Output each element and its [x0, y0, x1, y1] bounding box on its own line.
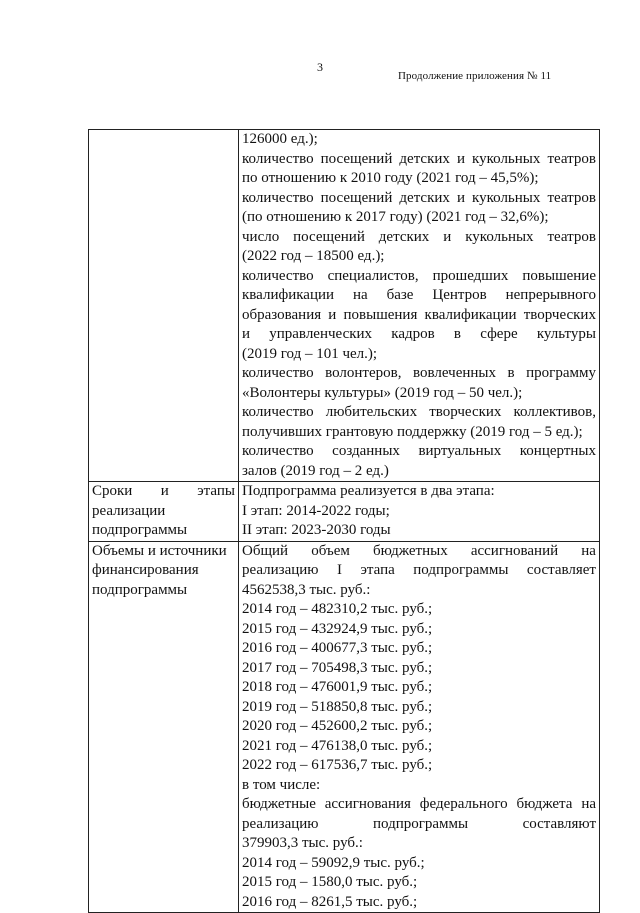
text-line: количество посещений детских и кукольных театров	[242, 189, 596, 206]
text-line: реализации	[92, 502, 166, 519]
text-line: 2019 год – 518850,8 тыс. руб.;	[242, 698, 433, 715]
text-line: подпрограммы	[92, 522, 188, 538]
text-line: количество любительских творческих коллективов,	[242, 404, 596, 420]
page-number: 3	[317, 60, 323, 74]
text-line: и управленческих кадров в сфере культуры	[242, 326, 596, 342]
subprogram-passport-table	[88, 129, 600, 913]
row1-left-cell	[89, 130, 239, 482]
text-line: 2017 год – 705498,3 тыс. руб.;	[242, 659, 433, 676]
text-line: количество созданных виртуальных концертных	[242, 443, 596, 459]
text-line: Подпрограмма реализуется в два этапа:	[242, 483, 495, 499]
text-line: 4562538,3 тыс. руб.:	[242, 581, 371, 598]
text-line: «Волонтеры культуры» (2019 год – 50 чел.);	[242, 384, 523, 401]
text-line: (2022 год – 18500 ед.);	[242, 248, 385, 264]
row3-right-cell	[239, 541, 600, 913]
text-line: число посещений детских и кукольных театров	[242, 228, 596, 245]
text-line: бюджетные ассигнования федерального бюджета на	[242, 796, 596, 812]
text-line: в том числе:	[242, 776, 321, 793]
text-line: количество волонтеров, вовлеченных в программу	[242, 365, 596, 381]
table-row-funding	[89, 541, 600, 913]
text-line: 2016 год – 400677,3 тыс. руб.;	[242, 640, 433, 656]
appendix-continuation-note: Продолжение приложения № 11	[398, 70, 552, 82]
text-line: количество специалистов, прошедших повышение	[242, 267, 596, 284]
text-line: образования и повышения квалификации творческих	[242, 306, 596, 323]
table-row-indicators	[89, 130, 600, 482]
table-row-stages	[89, 482, 600, 542]
text-line: залов (2019 год – 2 ед.)	[242, 462, 389, 479]
row2-right-cell	[239, 482, 600, 542]
text-line: 2022 год – 617536,7 тыс. руб.;	[242, 757, 433, 773]
row1-right-cell	[239, 130, 600, 482]
text-line: Общий объем бюджетных ассигнований на	[242, 542, 596, 559]
text-line: по отношению к 2010 году (2021 год – 45,5%);	[242, 170, 539, 186]
text-line: 2014 год – 482310,2 тыс. руб.;	[242, 601, 433, 617]
text-line: 379903,3 тыс. руб.:	[242, 835, 363, 851]
text-line: 2020 год – 452600,2 тыс. руб.;	[242, 718, 433, 734]
text-line: Сроки и этапы	[92, 483, 235, 499]
text-line: 2018 год – 476001,9 тыс. руб.;	[242, 679, 433, 695]
text-line: 2015 год – 1580,0 тыс. руб.;	[242, 874, 418, 890]
row3-left-cell	[89, 541, 239, 913]
text-line: квалификации на базе Центров непрерывного	[242, 287, 596, 303]
text-line: 2016 год – 8261,5 тыс. руб.;	[242, 893, 418, 910]
text-line: подпрограммы	[92, 581, 188, 598]
text-line: Объемы и источники	[92, 542, 227, 559]
text-line: реализацию I этапа подпрограммы составляет	[242, 562, 596, 578]
text-line: количество посещений детских и кукольных театров	[242, 150, 596, 167]
text-line: II этап: 2023-2030 годы	[242, 522, 391, 538]
text-line: получивших грантовую поддержку (2019 год – 5 ед.);	[242, 423, 583, 440]
text-line: 2015 год – 432924,9 тыс. руб.;	[242, 620, 433, 637]
text-line: I этап: 2014-2022 годы;	[242, 502, 390, 519]
row2-left-cell	[89, 482, 239, 542]
text-line: 2014 год – 59092,9 тыс. руб.;	[242, 854, 425, 871]
text-line: финансирования	[92, 562, 199, 578]
text-line: 126000 ед.);	[242, 131, 318, 147]
text-line: 2021 год – 476138,0 тыс. руб.;	[242, 737, 433, 754]
text-line: (по отношению к 2017 году) (2021 год – 32,6%);	[242, 209, 549, 225]
text-line: (2019 год – 101 чел.);	[242, 345, 378, 362]
text-line: реализацию подпрограммы составляют	[242, 815, 596, 832]
